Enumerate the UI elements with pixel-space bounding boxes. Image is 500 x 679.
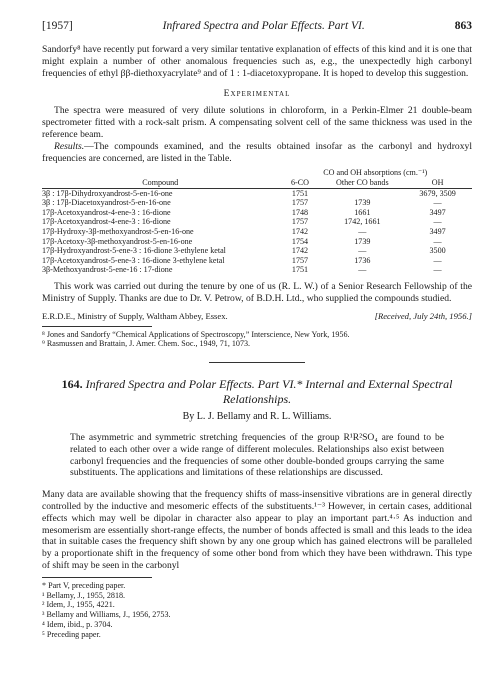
value-cell: 1757 <box>291 255 309 265</box>
footnote-rule <box>42 577 152 578</box>
value-cell: 1742, 1661 <box>344 217 381 227</box>
article-divider <box>209 362 305 363</box>
compound-cell: 17β-Hydroxy-3β-methoxyandrost-5-en-16-one <box>42 226 194 236</box>
footnote-rule <box>42 326 152 327</box>
table-row <box>42 217 472 227</box>
value-cell <box>322 188 404 198</box>
value-cell: 1748 <box>291 207 309 217</box>
value-cell: — <box>358 226 367 236</box>
footnote: ⁸ Jones and Sandorfy “Chemical Applications of Spectroscopy,” Interscience, New York, 1956. <box>42 329 350 339</box>
page-number: 863 <box>454 20 472 32</box>
value-cell: — <box>433 217 442 227</box>
compound-cell: 3β-Methoxyandrost-5-ene-16 : 17-dione <box>42 265 173 275</box>
table-caption: CO and OH absorptions (cm.⁻¹) <box>323 168 428 178</box>
header-title: Infrared Spectra and Polar Effects. Part VI. <box>162 20 365 32</box>
value-cell: — <box>433 265 442 275</box>
value-cell: 1751 <box>291 188 309 198</box>
journal-page <box>42 20 472 640</box>
footnote: ² Idem, J., 1955, 4221. <box>42 600 115 610</box>
compound-cell: 3β : 17β-Dihydroxyandrost-5-en-16-one <box>42 188 173 198</box>
results-table <box>42 168 472 275</box>
value-cell: 3497 <box>429 207 446 217</box>
acknowledgement: This work was carried out during the tenure by one of us (R. L. W.) of a Senior Research Fellowship of the Ministry of Supply. Thanks are due to Dr. V. Petrow, of B.D.H. Ltd., who supplied the compounds studied. <box>42 280 472 304</box>
compound-cell: 17β-Acetoxyandrost-4-ene-3 : 16-dione <box>42 207 171 217</box>
value-cell: 1742 <box>291 226 309 236</box>
table-row <box>42 246 472 256</box>
footnote: ⁴ Idem, ibid., p. 3704. <box>42 620 113 630</box>
section-heading-experimental: Experimental <box>223 88 291 100</box>
running-header <box>42 20 472 32</box>
table-header-other-co: Other CO bands <box>322 178 404 188</box>
table-header-oh: OH <box>403 178 472 188</box>
results-text: —The compounds examined, and the results obtained insofar as the carbonyl and hydroxyl frequencies are concerned, are listed in the Table. <box>42 140 472 164</box>
footnote: ⁵ Preceding paper. <box>42 629 101 639</box>
results-label: Results. <box>54 140 85 152</box>
compound-cell: 17β-Hydroxyandrost-5-ene-3 : 16-dione 3-ethylene ketal <box>42 246 226 256</box>
value-cell: — <box>433 236 442 246</box>
article-title-block <box>42 377 472 407</box>
value-cell: 1742 <box>291 246 309 256</box>
intro-paragraph: Sandorfy⁸ have recently put forward a very similar tentative explanation of effects of this kind and it is one that might explain a number of other anomalous frequencies such as, e.g., the unexpectedly high carbonyl frequencies of ethyl ββ-diethoxyacrylate⁹ and of 1 : 1-diacetoxypropane. It is hoped to develop this suggestion. <box>42 44 472 79</box>
table-header-6co: 6-CO <box>279 178 322 188</box>
value-cell: — <box>358 246 367 256</box>
footnote: * Part V, preceding paper. <box>42 580 126 590</box>
table-row <box>42 256 472 266</box>
compound-cell: 17β-Acetoxyandrost-5-ene-3 : 16-dione 3-ethylene ketal <box>42 255 225 265</box>
table-row <box>42 188 472 198</box>
article-body: Many data are available showing that the frequency shifts of mass-insensitive vibrations are in general directly controlled by the inductive and mesomeric effects of the substituents.¹⁻³ However, in certain cases, additional effects which may well be dipolar in character also appear to play an important part.⁴·⁵ As induction and mesomerism are essentially short-range effects, the number of bonds affected is small and this leads to the idea that in suitable cases the frequency shift shown by any one group which has gained electrons will be paralleled by a proportionate shift in the frequency of some other bond from which they have been withdrawn. This type of shift may be seen in the carbonyl <box>42 489 472 572</box>
compound-cell: 3β : 17β-Diacetoxyandrost-5-en-16-one <box>42 198 171 208</box>
footnote: ³ Bellamy and Williams, J., 1956, 2753. <box>42 610 171 620</box>
table-row <box>42 208 472 218</box>
value-cell: 3500 <box>429 246 446 256</box>
value-cell: 1736 <box>354 255 371 265</box>
table-row <box>42 227 472 237</box>
article-abstract: The asymmetric and symmetric stretching frequencies of the group R¹R²SO₄ are found to be related to each other over a wide range of different molecules. Relationships also exist between carbonyl frequencies and the frequencies of some other double-bonded groups carrying the same substituents. The applications and limitations of these relationships are discussed. <box>70 432 444 479</box>
compound-cell: 17β-Acetoxy-3β-methoxyandrost-5-en-16-one <box>42 236 193 246</box>
footnote: ¹ Bellamy, J., 1955, 2818. <box>42 590 126 600</box>
compound-cell: 17β-Acetoxyandrost-4-ene-3 : 16-dione <box>42 217 171 227</box>
header-year: [1957] <box>42 20 73 32</box>
table-row <box>42 237 472 247</box>
article-title: Infrared Spectra and Polar Effects. Part VI.* Internal and External Spectral Relationships. <box>85 377 453 407</box>
value-cell: 1751 <box>291 265 309 275</box>
value-cell: 1757 <box>291 217 309 227</box>
footnote: ⁹ Rasmussen and Brattain, J. Amer. Chem. Soc., 1949, 71, 1073. <box>42 339 251 349</box>
value-cell: 3679, 3509 <box>419 188 456 198</box>
article-byline: By L. J. Bellamy and R. L. Williams. <box>182 411 332 423</box>
value-cell: — <box>433 255 442 265</box>
value-cell: 1661 <box>354 207 371 217</box>
value-cell: 1757 <box>291 198 309 208</box>
value-cell: 1739 <box>354 198 371 208</box>
table-row <box>42 265 472 275</box>
article-number: 164. <box>61 377 83 392</box>
experimental-paragraph: The spectra were measured of very dilute solutions in chloroform, in a Perkin-Elmer 21 double-beam spectrometer fitted with a rock-salt prism. A compensating solvent cell of the same thickness was used in the reference beam. <box>42 105 472 140</box>
table-row <box>42 198 472 208</box>
table-header-compound: Compound <box>42 178 279 188</box>
value-cell: — <box>358 265 367 275</box>
value-cell: 1739 <box>354 236 371 246</box>
value-cell: 3497 <box>429 226 446 236</box>
affiliation: E.R.D.E., Ministry of Supply, Waltham Abbey, Essex. <box>42 310 228 321</box>
results-paragraph <box>42 141 472 165</box>
value-cell: — <box>433 198 442 208</box>
received-date: [Received, July 24th, 1956.] <box>374 310 472 321</box>
affiliation-line <box>42 311 472 321</box>
value-cell: 1754 <box>291 236 309 246</box>
